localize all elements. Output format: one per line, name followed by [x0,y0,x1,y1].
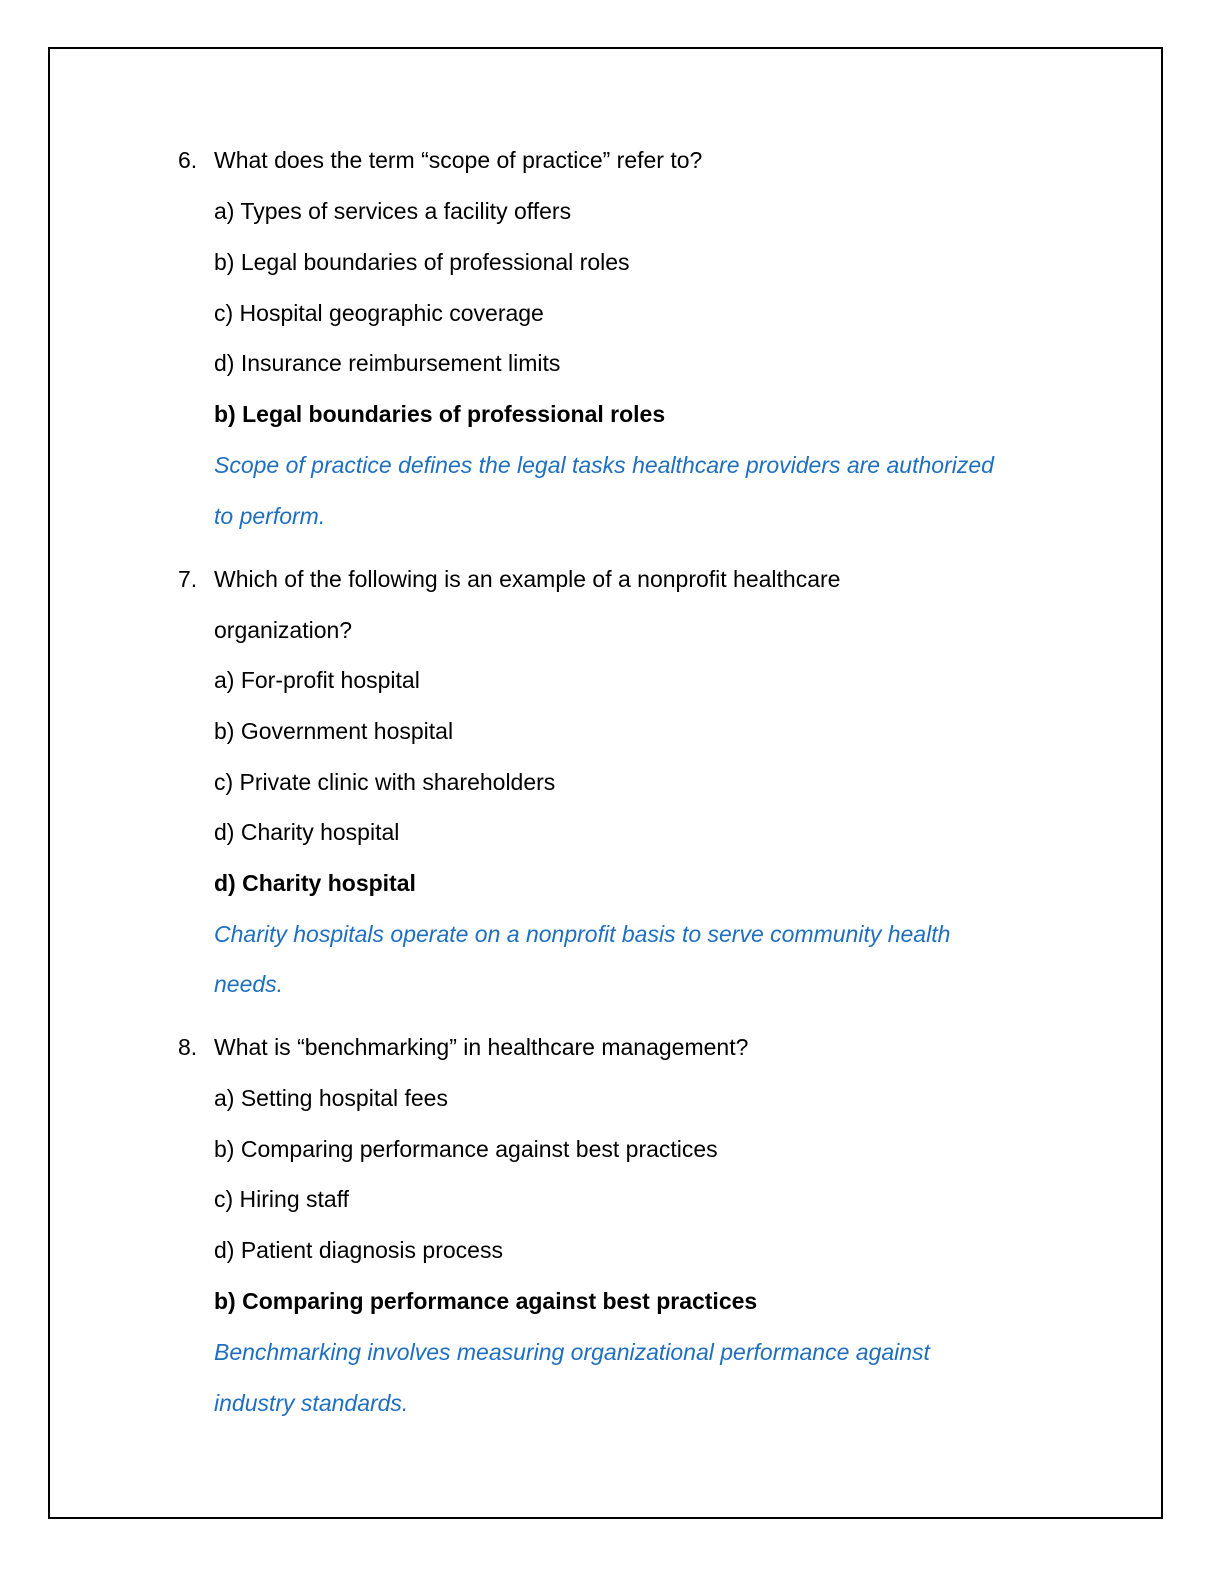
option-a: a) Types of services a facility offers [214,198,572,224]
option-b: b) Government hospital [214,718,454,744]
option-a: a) Setting hospital fees [214,1085,448,1111]
option-c: c) Hiring staff [214,1186,350,1212]
question-text-line-1: Which of the following is an example of a nonprofit healthcare [214,566,841,592]
question-text: What does the term “scope of practice” refer to? [214,147,703,173]
question-text: What is “benchmarking” in healthcare management? [214,1034,749,1060]
question-number: 6. [178,147,198,173]
option-d: d) Charity hospital [214,819,400,845]
correct-answer: b) Comparing performance against best practices [214,1288,758,1314]
option-b: b) Comparing performance against best practices [214,1136,718,1162]
question-number: 7. [178,566,198,592]
correct-answer: b) Legal boundaries of professional roles [214,401,666,427]
explanation-line-2: needs. [214,971,284,997]
explanation-line-1: Charity hospitals operate on a nonprofit basis to serve community health [214,921,951,947]
explanation-line-1: Benchmarking involves measuring organizational performance against [214,1339,930,1365]
option-a: a) For-profit hospital [214,667,420,693]
option-b: b) Legal boundaries of professional roles [214,249,630,275]
question-text-line-2: organization? [214,617,353,643]
option-d: d) Insurance reimbursement limits [214,350,561,376]
explanation-line-2: industry standards. [214,1390,409,1416]
question-number: 8. [178,1034,198,1060]
option-d: d) Patient diagnosis process [214,1237,503,1263]
correct-answer: d) Charity hospital [214,870,416,896]
option-c: c) Hospital geographic coverage [214,300,544,326]
explanation-line-2: to perform. [214,503,326,529]
option-c: c) Private clinic with shareholders [214,769,556,795]
explanation-line-1: Scope of practice defines the legal tasks healthcare providers are authorized [214,452,994,478]
